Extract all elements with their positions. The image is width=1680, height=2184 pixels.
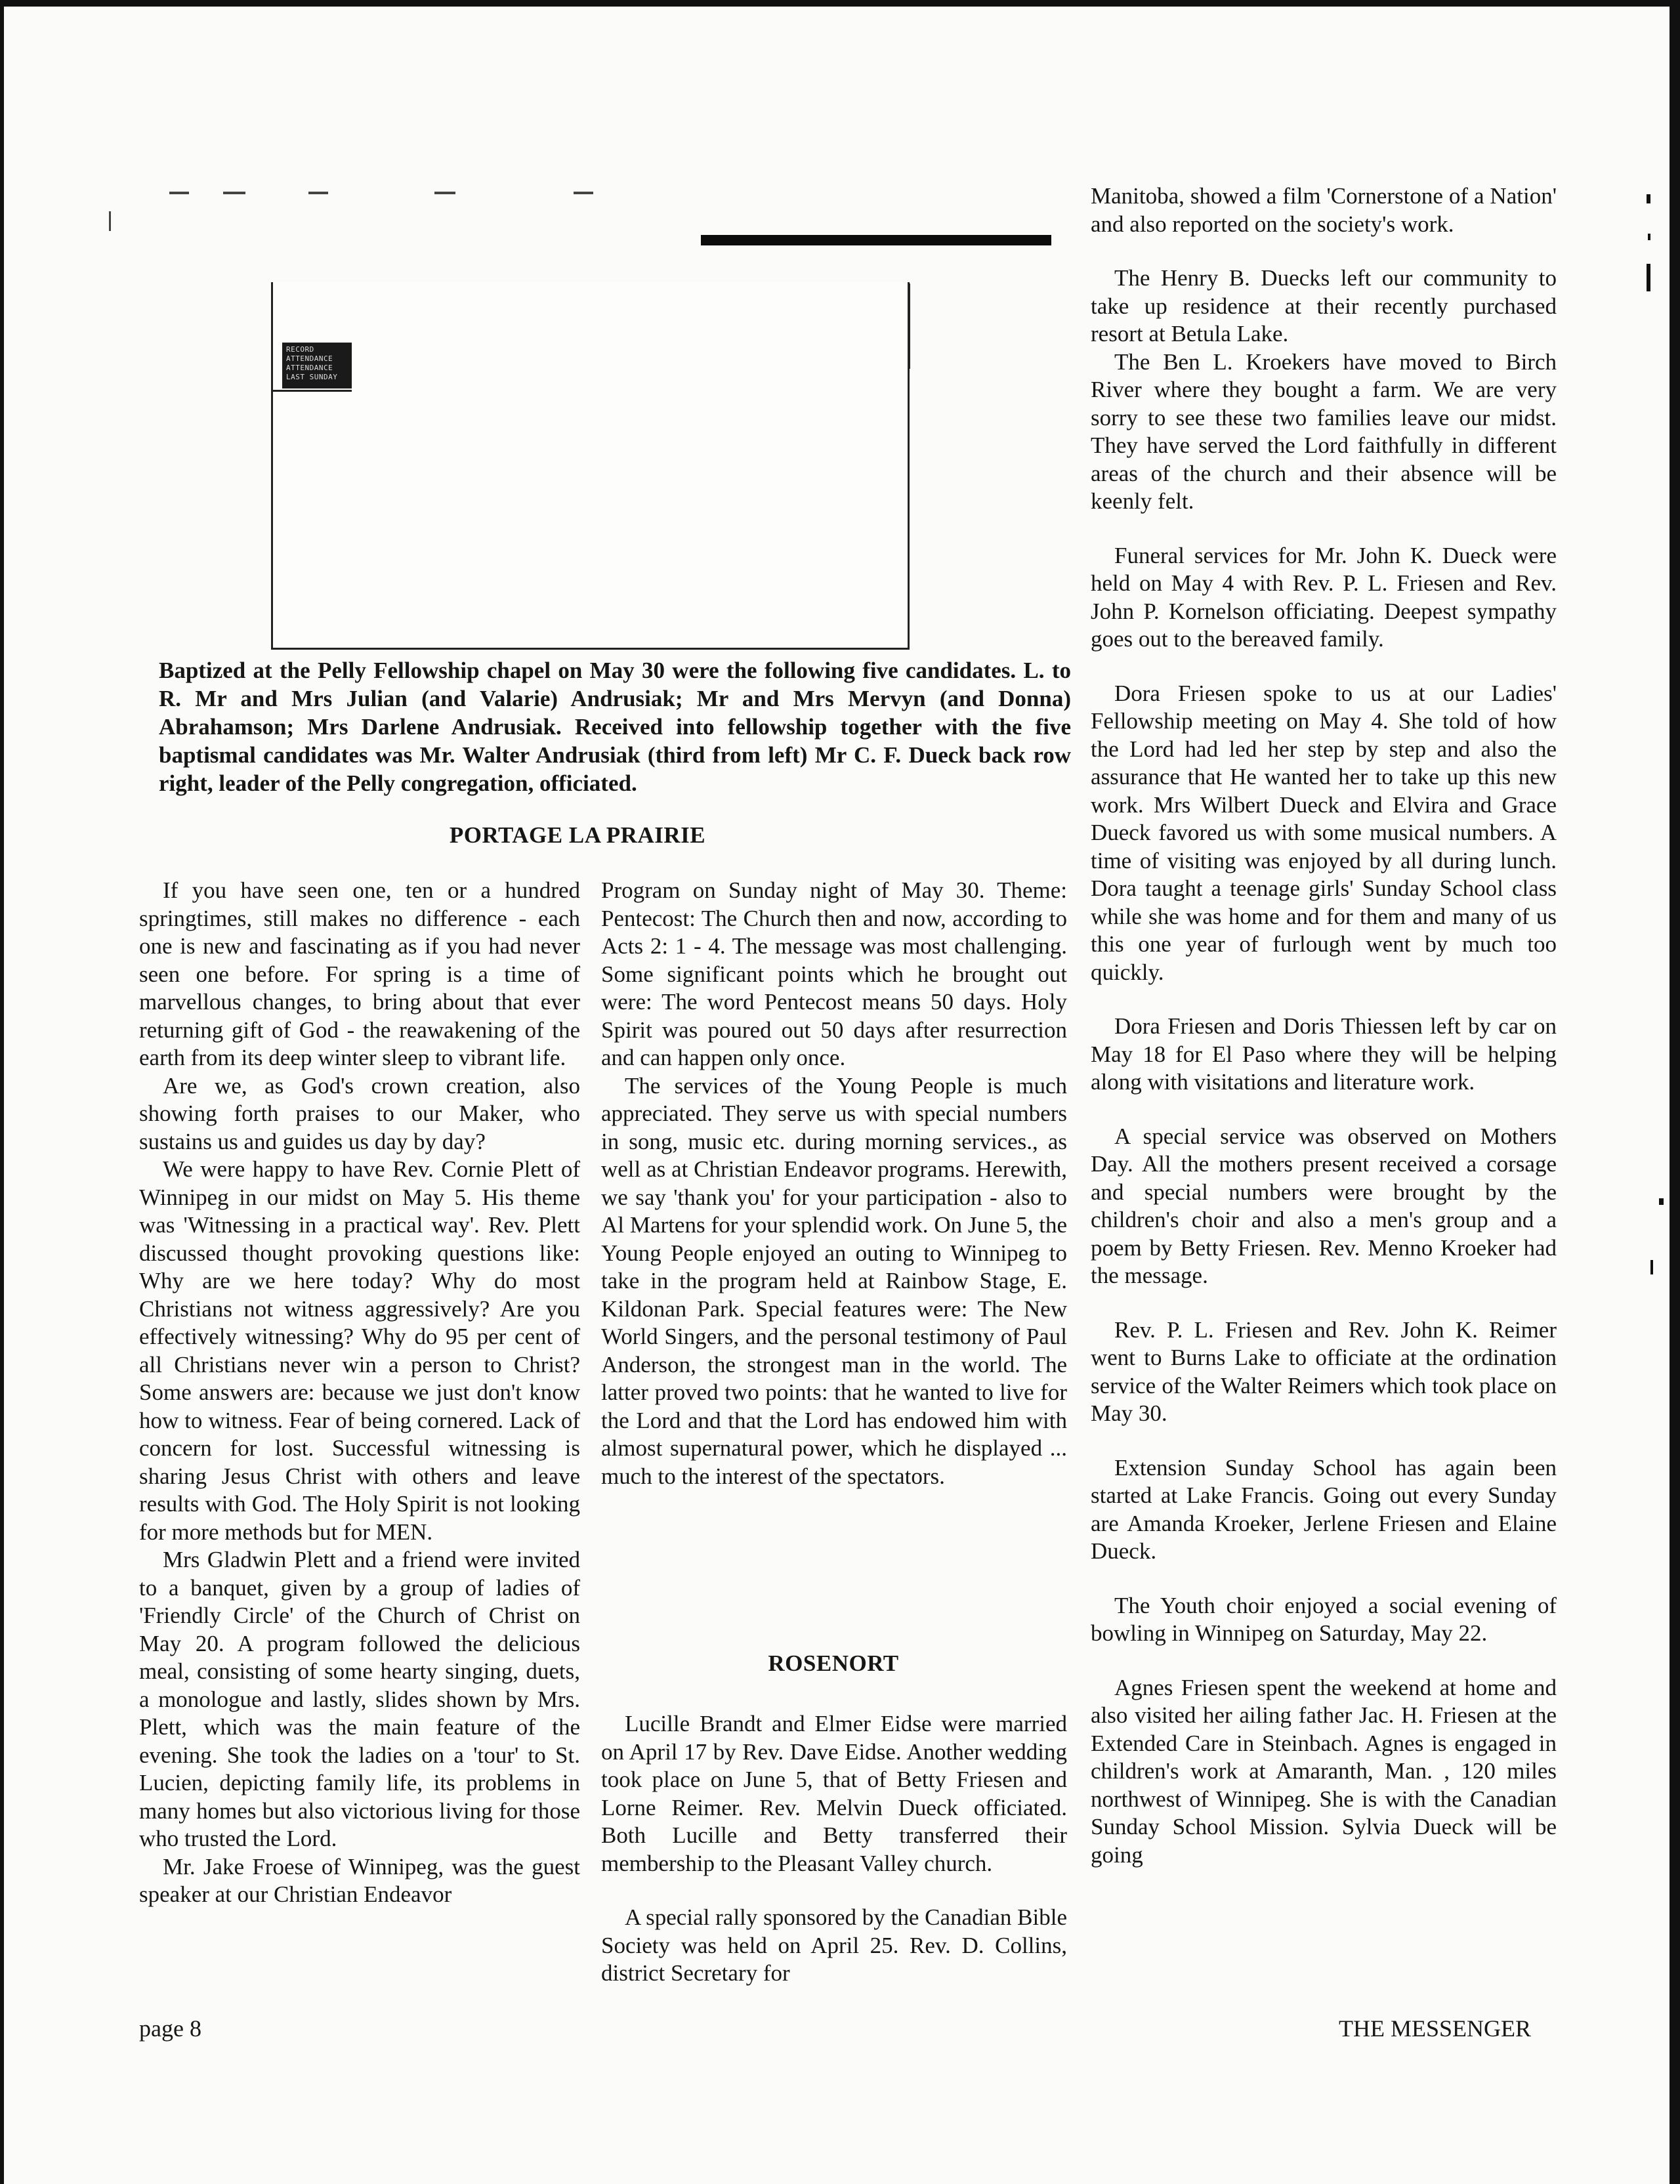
- paragraph: Mr. Jake Froese of Winnipeg, was the guest speaker at our Christian Endeavor: [139, 1853, 580, 1907]
- margin-mark: [1648, 234, 1650, 240]
- paragraph: The Ben L. Kroekers have moved to Birch River where they bought a farm. We are very sorry to see these two families leave our midst. They have served the Lord faithfully in different areas of the church and their absence will be keenly felt.: [1091, 348, 1557, 514]
- paragraph: A special service was observed on Mothers Day. All the mothers present received a corsage and special numbers were brought by the children's choir and also a men's group and a poem by Betty Friesen. Rev. Menno Kroeker had the message.: [1091, 1123, 1557, 1288]
- margin-mark: [1647, 264, 1650, 291]
- paragraph: Agnes Friesen spent the weekend at home and also visited her ailing father Jac. H. Friesen at the Extended Care in Steinbach. Agnes is engaged in children's work at Amaranth, Man. , 120 miles northwest of Winnipeg. She is with the Canadian Sunday School Mission. Sylvia Dueck will be going: [1091, 1674, 1557, 1868]
- section-heading-portage: PORTAGE LA PRAIRIE: [449, 822, 706, 848]
- margin-mark: [1650, 1260, 1653, 1274]
- scan-dash: [109, 211, 111, 231]
- paragraph: Funeral services for Mr. John K. Dueck were held on May 4 with Rev. P. L. Friesen and Rev. John P. Kornelson officiating. Deepest sympathy goes out to the bereaved family.: [1091, 542, 1557, 652]
- paragraph: Program on Sunday night of May 30. Theme: Pentecost: The Church then and now, according to Acts 2: 1 - 4. The message was most challenging. Some significant points which he brought out were: The word Pentecost means 50 days. Holy Spirit was poured out 50 days after resurrection and can happen only once.: [601, 877, 1067, 1070]
- paragraph: Are we, as God's crown creation, also showing forth praises to our Maker, who sustains us and guides us day by day?: [139, 1072, 580, 1154]
- paragraph: Rev. P. L. Friesen and Rev. John K. Reimer went to Burns Lake to officiate at the ordination service of the Walter Reimers which took place on May 30.: [1091, 1316, 1557, 1426]
- paragraph: Manitoba, showed a film 'Cornerstone of a Nation' and also reported on the society's work.: [1091, 183, 1557, 237]
- board-line: LAST SUNDAY: [286, 373, 338, 381]
- portage-column-middle: [601, 877, 1067, 1490]
- scan-dash: [574, 192, 593, 194]
- section-heading-rosenort: ROSENORT: [768, 1650, 899, 1676]
- paragraph: Dora Friesen and Doris Thiessen left by car on May 18 for El Paso where they will be helping along with visitations and literature work.: [1091, 1013, 1557, 1095]
- photo-edge: [908, 284, 910, 369]
- scan-dash: [169, 192, 189, 194]
- paragraph: We were happy to have Rev. Cornie Plett of Winnipeg in our midst on May 5. His theme was 'Witnessing in a practical way'. Rev. Plett discussed thought provoking questions like: Why are we here today? Why do most Christians not witness aggressively? Are you effectively witnessing? Why do 95 per cent of all Christians never win a person to Christ? Some answers are: because we just don't know how to witness. Fear of being cornered. Lack of concern for lost. Successful witnessing is sharing Jesus Christ with others and leave results with God. The Holy Spirit is not looking for more methods but for MEN.: [139, 1156, 580, 1545]
- paragraph: Lucille Brandt and Elmer Eidse were married on April 17 by Rev. Dave Eidse. Another wedding took place on June 5, that of Betty Friesen and Lorne Reimer. Rev. Melvin Dueck officiated. Both Lucille and Betty transferred their membership to the Pleasant Valley church.: [601, 1711, 1067, 1876]
- right-column: [1091, 182, 1557, 1869]
- scan-dash: [223, 192, 245, 194]
- portage-column-left: [139, 877, 580, 1909]
- page-frame-left: [0, 0, 4, 2184]
- paragraph: Extension Sunday School has again been started at Lake Francis. Going out every Sunday are Amanda Kroeker, Jerlene Friesen and Elaine Dueck.: [1091, 1454, 1557, 1564]
- attendance-board: [282, 343, 352, 388]
- rosenort-column: [601, 1710, 1067, 1988]
- board-line: RECORD: [286, 345, 314, 354]
- paragraph: The Youth choir enjoyed a social evening of bowling in Winnipeg on Saturday, May 22.: [1091, 1592, 1557, 1646]
- paragraph: If you have seen one, ten or a hundred springtimes, still makes no difference - each one is new and fascinating as if you had never seen one before. For spring is a time of marvellous changes, to bring about that ever returning gift of God - the reawakening of the earth from its deep winter sleep to vibrant life.: [139, 877, 580, 1070]
- paragraph: The Henry B. Duecks left our community to take up residence at their recently purchased resort at Betula Lake.: [1091, 265, 1557, 346]
- page-number: page 8: [139, 2015, 201, 2042]
- board-line: ATTENDANCE: [286, 354, 333, 363]
- baptism-photo: [271, 282, 910, 650]
- page-frame-top: [0, 0, 1680, 7]
- scan-dash: [308, 192, 328, 194]
- photo-top-rule: [701, 235, 1051, 245]
- photo-inner-edge: [271, 390, 352, 392]
- scan-dash: [434, 192, 455, 194]
- photo-caption: Baptized at the Pelly Fellowship chapel on May 30 were the following five candidates. L. to R. Mr and Mrs Julian (and Valarie) Andrusiak; Mr and Mrs Mervyn (and Donna) Abrahamson; Mrs Darlene Andrusiak. Received into fellowship together with the five baptismal candidates was Mr. Walter Andrusiak (third from left) Mr C. F. Dueck back row right, leader of the Pelly congregation, officiated.: [159, 658, 1071, 796]
- paragraph: A special rally sponsored by the Canadian Bible Society was held on April 25. Rev. D. Collins, district Secretary for: [601, 1904, 1067, 1986]
- paragraph: The services of the Young People is much appreciated. They serve us with special numbers in song, music etc. during morning services., as well as at Christian Endeavor programs. Herewith, we say 'thank you' for your participation - also to Al Martens for your splendid work. On June 5, the Young People enjoyed an outing to Winnipeg to take in the program held at Rainbow Stage, E. Kildonan Park. Special features were: The New World Singers, and the personal testimony of Paul Anderson, the strongest man in the world. The latter proved two points: that he wanted to live for the Lord and that the Lord has endowed him with almost supernatural power, which he displayed ... much to the interest of the spectators.: [601, 1072, 1067, 1489]
- paragraph: Dora Friesen spoke to us at our Ladies' Fellowship meeting on May 4. She told of how the Lord had led her step by step and also the assurance that He wanted her to take up this new work. Mrs Wilbert Dueck and Elvira and Grace Dueck favored us with some musical numbers. A time of visiting was enjoyed by all during lunch. Dora taught a teenage girls' Sunday School class while she was home and for them and many of us this one year of furlough went by much too quickly.: [1091, 680, 1557, 985]
- margin-mark: [1659, 1198, 1664, 1205]
- publication-name: THE MESSENGER: [1339, 2015, 1532, 2042]
- board-line: ATTENDANCE: [286, 364, 333, 372]
- page-frame-right: [1670, 0, 1680, 2184]
- margin-mark: [1647, 194, 1650, 203]
- paragraph: Mrs Gladwin Plett and a friend were invited to a banquet, given by a group of ladies of 'Friendly Circle' of the Church of Christ on May 20. A program followed the delicious meal, consisting of some hearty singing, duets, a monologue and lastly, slides shown by Mrs. Plett, which was the main feature of the evening. She took the ladies on a 'tour' to St. Lucien, depicting family life, its problems in many homes but also victorious living for those who trusted the Lord.: [139, 1547, 580, 1851]
